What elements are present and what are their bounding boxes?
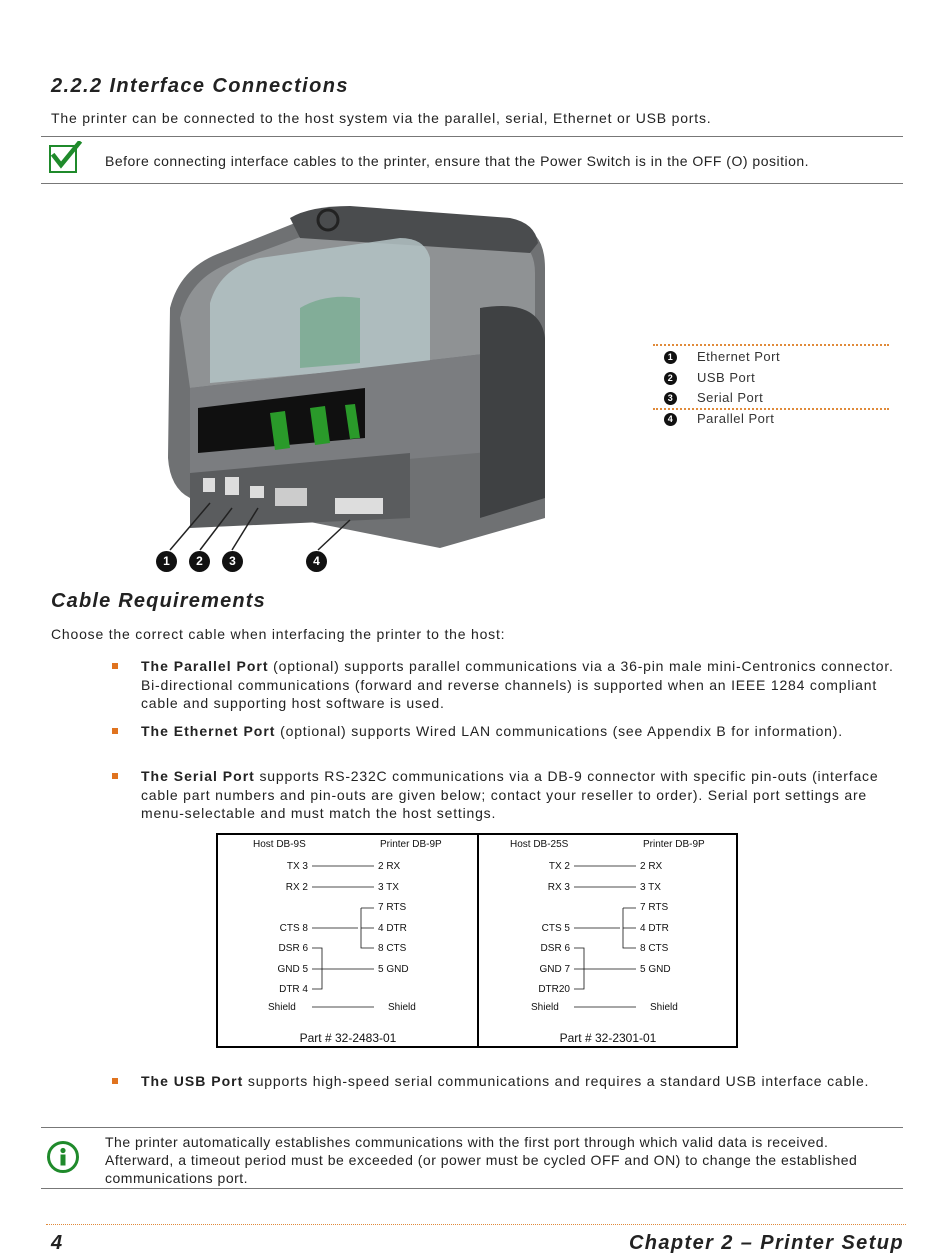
divider	[41, 1127, 903, 1128]
callout-number: 4	[306, 551, 327, 572]
port-legend	[653, 344, 889, 430]
svg-text:Shield: Shield	[650, 1002, 678, 1013]
divider	[41, 183, 903, 184]
bullet-usb: The USB Port supports high-speed serial communications and requires a standard USB interface cable.	[141, 1073, 870, 1089]
pinout-table	[216, 833, 738, 1048]
svg-text:3 TX: 3 TX	[640, 882, 661, 893]
svg-text:CTS 8: CTS 8	[279, 923, 308, 934]
bullet-ethernet: The Ethernet Port (optional) supports Wired LAN communications (see Appendix B for information).	[141, 723, 843, 739]
callout-number: 3	[222, 551, 243, 572]
svg-text:Host DB-9S: Host DB-9S	[253, 839, 306, 850]
svg-text:Host DB-25S: Host DB-25S	[510, 839, 569, 850]
info-icon	[47, 1141, 79, 1173]
bullet-parallel: The Parallel Port (optional) supports parallel communications via a 36-pin male mini-Centronics connector. Bi-directional communications (forward and reverse channels) is supported when an IEEE 1284 compliant cable and supporting host software is used.	[141, 658, 894, 711]
bullet-serial: The Serial Port supports RS-232C communications via a DB-9 connector with specific pin-outs (interface cable part numbers and pin-outs are given below; contact your reseller to order). Serial port settings are menu-selectable and must match the host settings.	[141, 768, 879, 821]
svg-text:Printer DB-9P: Printer DB-9P	[643, 839, 705, 850]
svg-text:Shield: Shield	[268, 1002, 296, 1013]
bullet-marker	[112, 1078, 118, 1084]
svg-text:8 CTS: 8 CTS	[640, 943, 669, 954]
svg-text:Shield: Shield	[531, 1002, 559, 1013]
svg-text:8 CTS: 8 CTS	[378, 943, 407, 954]
svg-text:TX 3: TX 3	[286, 861, 308, 872]
callout-number: 2	[189, 551, 210, 572]
svg-text:RX 2: RX 2	[285, 882, 308, 893]
cable-intro: Choose the correct cable when interfacing the printer to the host:	[51, 626, 506, 642]
printer-illustration	[150, 198, 555, 578]
divider	[41, 1188, 903, 1189]
svg-text:RX 3: RX 3	[547, 882, 570, 893]
svg-text:3 TX: 3 TX	[378, 882, 399, 893]
svg-text:2 RX: 2 RX	[378, 861, 401, 872]
legend-item: 2 USB Port	[664, 370, 755, 385]
svg-text:DSR 6: DSR 6	[278, 943, 308, 954]
note-power-switch: Before connecting interface cables to the printer, ensure that the Power Switch is in the OFF (O) position.	[105, 153, 810, 169]
svg-text:2 RX: 2 RX	[640, 861, 663, 872]
bullet-marker	[112, 663, 118, 669]
callout-number: 1	[156, 551, 177, 572]
checkmark-icon	[49, 145, 77, 173]
footer-divider	[46, 1224, 906, 1225]
svg-text:Printer DB-9P: Printer DB-9P	[380, 839, 442, 850]
legend-item: 3 Serial Port	[664, 390, 763, 405]
svg-text:GND 7: GND 7	[539, 964, 570, 975]
cable-heading: Cable Requirements	[51, 590, 266, 612]
bullet-marker	[112, 773, 118, 779]
port-callouts	[156, 551, 346, 573]
legend-divider	[653, 408, 889, 410]
legend-item: 4 Parallel Port	[664, 411, 774, 426]
svg-text:4 DTR: 4 DTR	[640, 923, 669, 934]
svg-text:4 DTR: 4 DTR	[378, 923, 407, 934]
legend-item: 1 Ethernet Port	[664, 349, 780, 364]
svg-text:DTR 4: DTR 4	[279, 984, 308, 995]
svg-text:5 GND: 5 GND	[640, 964, 671, 975]
svg-text:GND 5: GND 5	[277, 964, 308, 975]
chapter-title: Chapter 2 – Printer Setup	[628, 1232, 904, 1254]
svg-text:DTR20: DTR20	[538, 984, 570, 995]
svg-text:Shield: Shield	[388, 1002, 416, 1013]
svg-text:TX 2: TX 2	[548, 861, 570, 872]
svg-text:5 GND: 5 GND	[378, 964, 409, 975]
svg-text:Part # 32-2483-01: Part # 32-2483-01	[299, 1031, 397, 1045]
svg-text:CTS 5: CTS 5	[541, 923, 570, 934]
section-heading: 2.2.2 Interface Connections	[51, 75, 349, 97]
section-intro: The printer can be connected to the host system via the parallel, serial, Ethernet or USB ports.	[51, 110, 712, 126]
svg-text:Part # 32-2301-01: Part # 32-2301-01	[559, 1031, 657, 1045]
bullet-marker	[112, 728, 118, 734]
note-auto-port: The printer automatically establishes communications with the first port through which valid data is received. Afterward, a timeout period must be exceeded (or power must be cycled OFF and ON) to change the established communications port.	[105, 1134, 858, 1186]
page-number: 4	[51, 1232, 63, 1254]
svg-text:DSR 6: DSR 6	[540, 943, 570, 954]
svg-text:7 RTS: 7 RTS	[640, 902, 669, 913]
svg-text:7 RTS: 7 RTS	[378, 902, 407, 913]
divider	[41, 136, 903, 137]
